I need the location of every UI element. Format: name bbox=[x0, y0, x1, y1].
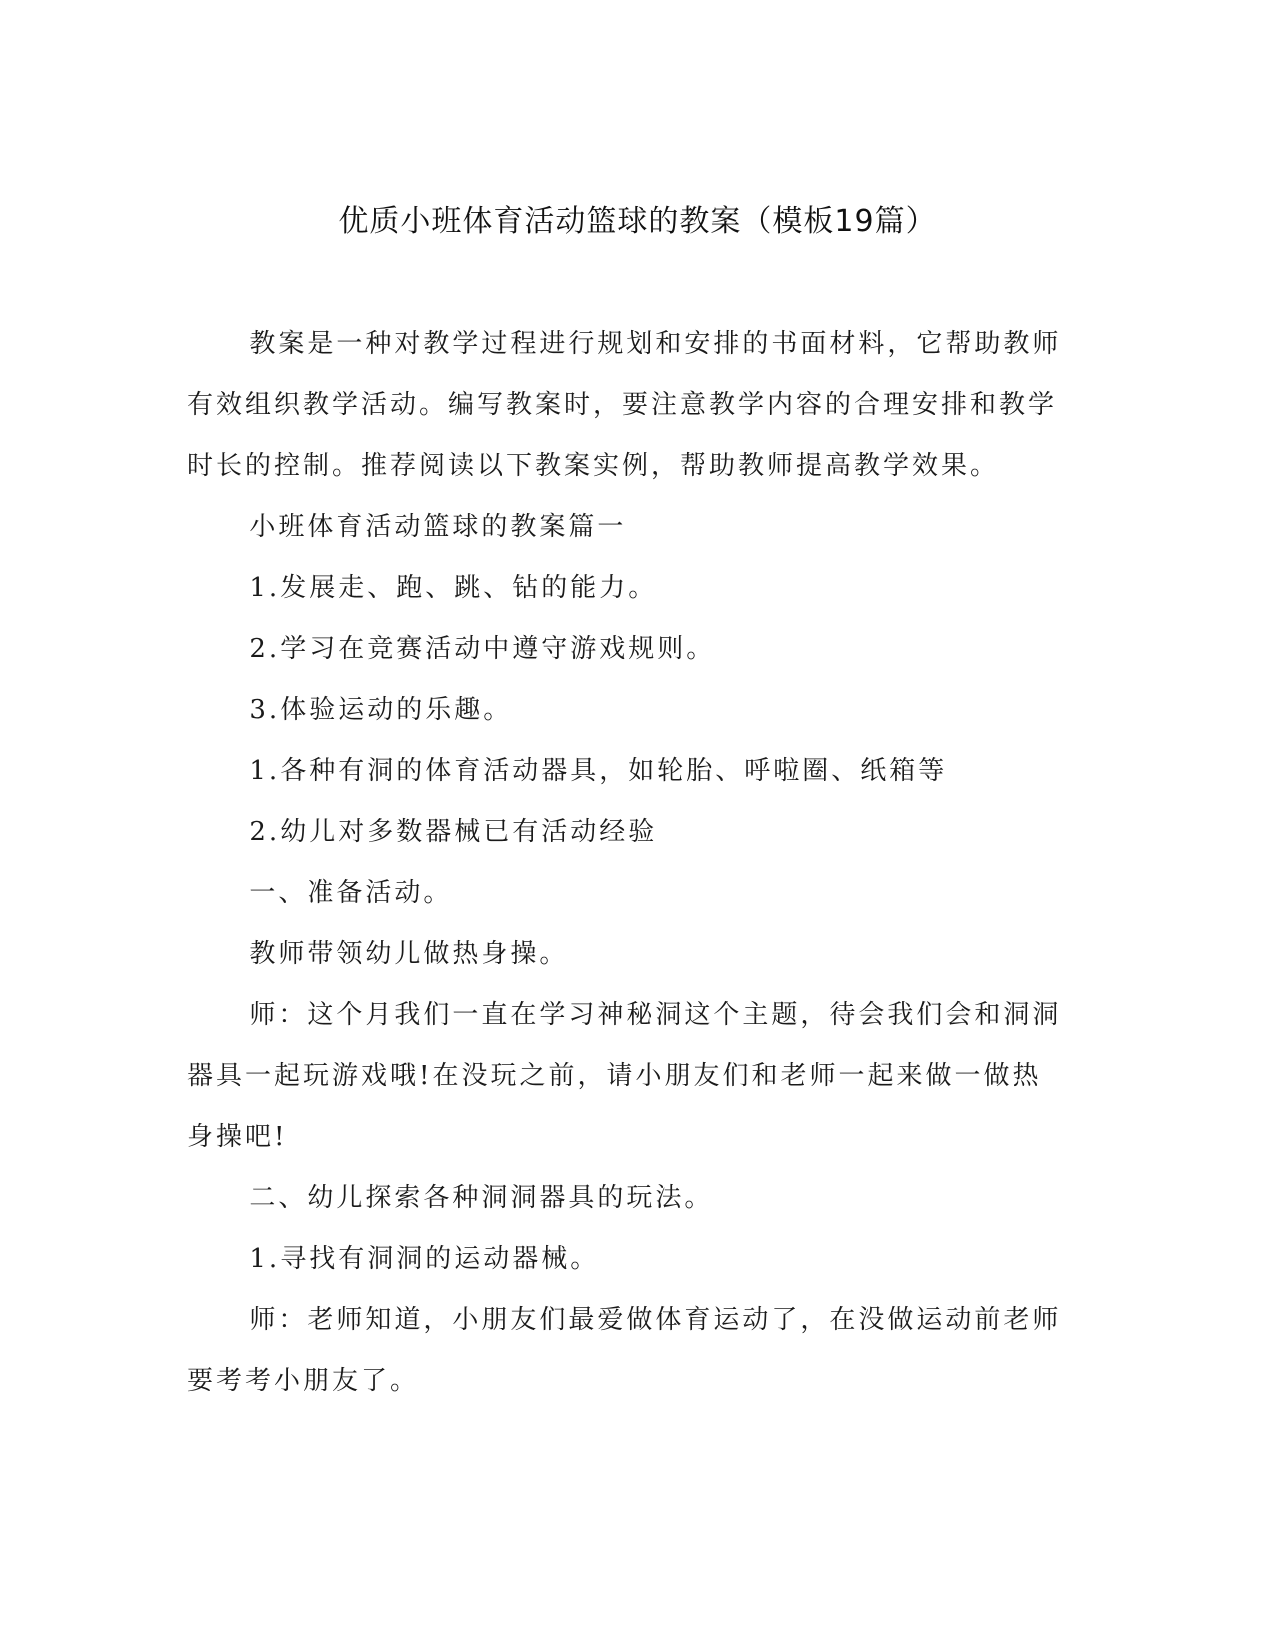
preparation-item: 1.各种有洞的体育活动器具，如轮胎、呼啦圈、纸箱等 bbox=[249, 756, 948, 786]
goal-item: 2.学习在竞赛活动中遵守游戏规则。 bbox=[249, 634, 716, 664]
step-heading: 一、准备活动。 bbox=[249, 878, 453, 908]
preparation-item: 2.幼儿对多数器械已有活动经验 bbox=[249, 817, 658, 847]
goal-item: 3.体验运动的乐趣。 bbox=[249, 695, 513, 725]
document-title: 优质小班体育活动篮球的教案（模板19篇） bbox=[338, 204, 937, 239]
body-paragraph: 师：这个月我们一直在学习神秘洞这个主题，待会我们会和洞洞器具一起玩游戏哦!在没玩之前，请小朋友们和老师一起来做一做热身操吧! bbox=[187, 1000, 1062, 1152]
intro-paragraph: 教案是一种对教学过程进行规划和安排的书面材料，它帮助教师有效组织教学活动。编写教案时，要注意教学内容的合理安排和教学时长的控制。推荐阅读以下教案实例，帮助教师提高教学效果。 bbox=[187, 329, 1062, 481]
section-heading: 小班体育活动篮球的教案篇一 bbox=[249, 512, 627, 542]
body-paragraph: 教师带领幼儿做热身操。 bbox=[249, 939, 569, 969]
body-paragraph: 师：老师知道，小朋友们最爱做体育运动了，在没做运动前老师要考考小朋友了。 bbox=[187, 1305, 1062, 1396]
goal-item: 1.发展走、跑、跳、钻的能力。 bbox=[249, 573, 658, 603]
document-body bbox=[187, 314, 1067, 1412]
step-item: 1.寻找有洞洞的运动器械。 bbox=[249, 1244, 600, 1274]
step-heading: 二、幼儿探索各种洞洞器具的玩法。 bbox=[249, 1183, 714, 1213]
